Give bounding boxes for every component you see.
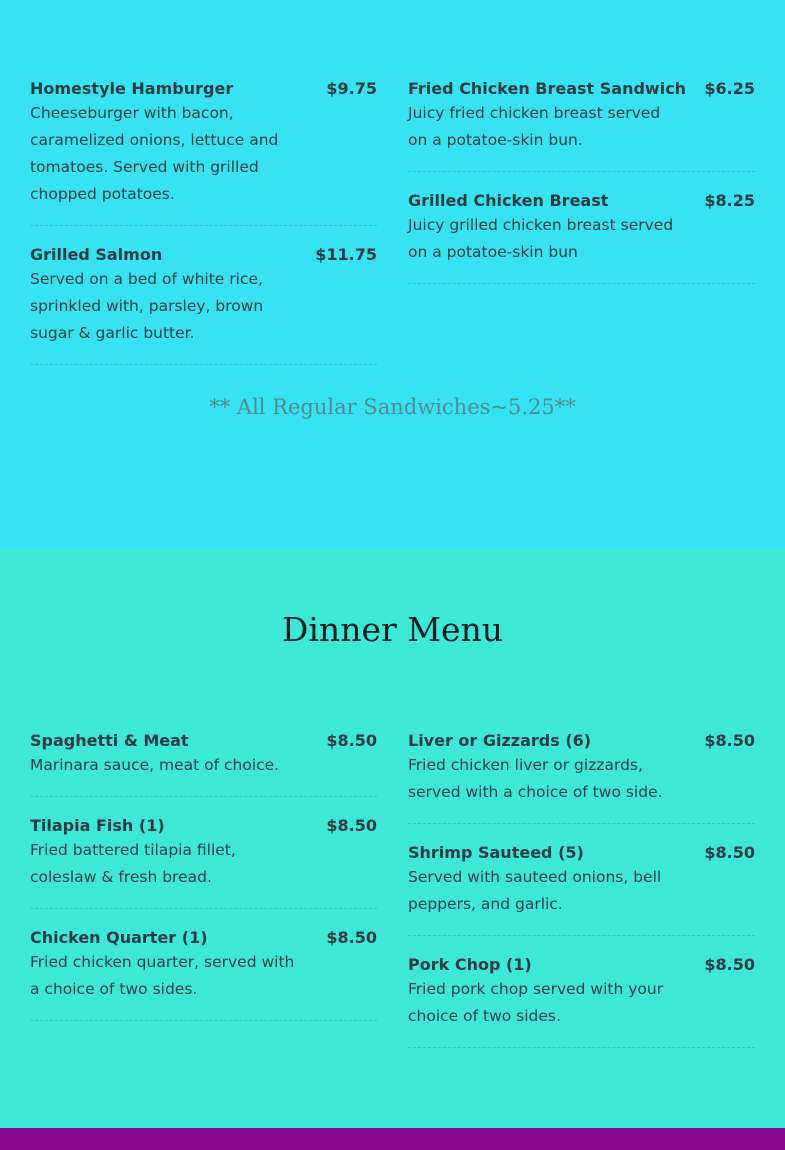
item-name: Tilapia Fish (1) <box>30 816 165 835</box>
item-name: Grilled Salmon <box>30 245 163 264</box>
dinner-menu-title: Dinner Menu <box>281 610 504 649</box>
menu-item <box>30 244 377 365</box>
item-price: $9.75 <box>326 79 377 98</box>
footer-strip <box>0 1128 785 1150</box>
item-name: Spaghetti & Meat <box>30 731 189 750</box>
item-price: $8.50 <box>326 731 377 750</box>
sandwich-price-note: ** All Regular Sandwiches~5.25** <box>209 395 576 419</box>
item-name: Pork Chop (1) <box>408 955 532 974</box>
menu-item <box>30 927 377 1021</box>
item-description: Cheeseburger with bacon, caramelized onions, lettuce and tomatoes. Served with grilled chopped potatoes. <box>30 104 279 203</box>
menu-item <box>30 815 377 909</box>
item-name: Fried Chicken Breast Sandwich <box>408 79 687 98</box>
item-description: Fried chicken liver or gizzards, served with a choice of two side. <box>408 756 663 801</box>
item-price: $8.50 <box>326 816 377 835</box>
item-description: Marinara sauce, meat of choice. <box>30 756 280 774</box>
item-name: Grilled Chicken Breast <box>408 191 609 210</box>
menu-item <box>408 190 755 284</box>
item-price: $8.50 <box>326 928 377 947</box>
item-price: $8.50 <box>704 955 755 974</box>
item-name: Liver or Gizzards (6) <box>408 731 592 750</box>
item-name: Chicken Quarter (1) <box>30 928 208 947</box>
item-name: Shrimp Sauteed (5) <box>408 843 584 862</box>
item-description: Juicy grilled chicken breast served on a potatoe-skin bun <box>408 216 674 261</box>
menu-item <box>30 78 377 226</box>
item-price: $8.50 <box>704 731 755 750</box>
item-description: Fried battered tilapia fillet, coleslaw & fresh bread. <box>30 841 236 886</box>
item-description: Served on a bed of white rice, sprinkled with, parsley, brown sugar & garlic butter. <box>30 270 264 342</box>
item-name: Homestyle Hamburger <box>30 79 234 98</box>
menu-item <box>408 842 755 936</box>
item-price: $6.25 <box>704 79 755 98</box>
item-description: Fried chicken quarter, served with a choice of two sides. <box>30 953 295 998</box>
menu-item <box>30 730 377 797</box>
item-price: $11.75 <box>315 245 377 264</box>
item-description: Juicy fried chicken breast served on a potatoe-skin bun. <box>408 104 661 149</box>
menu-item <box>408 78 755 172</box>
menu-item <box>408 730 755 824</box>
item-description: Served with sauteed onions, bell peppers, and garlic. <box>408 868 662 913</box>
item-price: $8.25 <box>704 191 755 210</box>
item-description: Fried pork chop served with your choice of two sides. <box>408 980 664 1025</box>
menu-item <box>408 954 755 1048</box>
item-price: $8.50 <box>704 843 755 862</box>
